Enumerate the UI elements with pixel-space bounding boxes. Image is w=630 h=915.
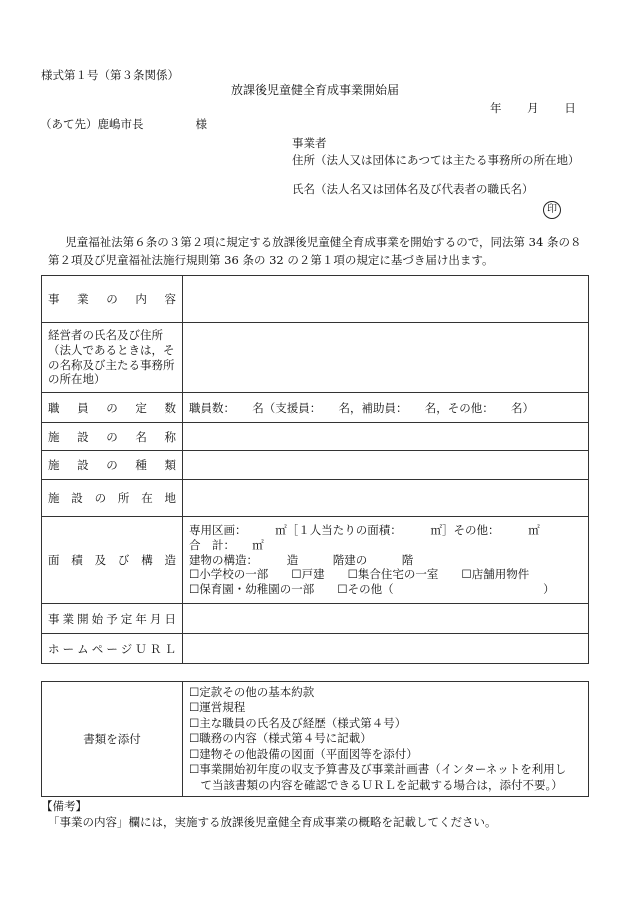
attachment-item[interactable]: ☐運営規程 xyxy=(189,700,246,715)
row-facility-location xyxy=(42,480,589,517)
date-month: 月 xyxy=(527,101,539,115)
label-area: 面積及び構造 xyxy=(42,517,183,604)
area-line: 建物の構造： 造 階建の 階 xyxy=(189,552,414,567)
row-area xyxy=(42,517,589,604)
main-table xyxy=(41,275,589,664)
row-operator xyxy=(42,323,589,393)
area-line: ☐小学校の一部 ☐戸建 ☐集合住宅の一室 ☐店舗用物件 xyxy=(189,567,530,582)
label-content: 事業の内容 xyxy=(42,276,183,323)
business-label: 事業者 xyxy=(292,136,327,150)
attachment-item[interactable]: ☐事業開始初年度の収支予算書及び事業計画書（インターネットを利用し xyxy=(189,762,567,777)
label-staff: 職員の定数 xyxy=(42,393,183,423)
row-staff xyxy=(42,393,589,423)
attachment-item[interactable]: ☐定款その他の基本約款 xyxy=(189,684,315,699)
addressee xyxy=(40,117,207,132)
label-operator xyxy=(42,323,183,393)
value-facility-location[interactable] xyxy=(183,480,589,517)
row-content xyxy=(42,276,589,323)
value-homepage[interactable] xyxy=(183,634,589,664)
row-start-date xyxy=(42,604,589,634)
row-homepage xyxy=(42,634,589,664)
attachment-item[interactable]: ☐職務の内容（様式第４号に記載） xyxy=(189,731,372,746)
attachment-item: て当該書類の内容を確認できるＵＲＬを記載する場合は，添付不要。） xyxy=(189,777,563,792)
value-operator[interactable] xyxy=(183,323,589,393)
notes-text: 「事業の内容」欄には，実施する放課後児童健全育成事業の概略を記載してください。 xyxy=(48,815,497,829)
row-facility-name xyxy=(42,423,589,451)
label-operator-line: 経営者の氏名及び住所 xyxy=(48,327,163,342)
addressee-prefix: （あて先）鹿嶋市長 xyxy=(40,117,144,131)
value-staff[interactable]: 職員数： 名（支援員： 名，補助員： 名，その他： 名） xyxy=(183,393,589,423)
addressee-honorific: 様 xyxy=(195,117,207,131)
seal-mark: 印 xyxy=(543,201,561,219)
attachment-item[interactable]: ☐建物その他設備の図面（平面図等を添付） xyxy=(189,746,418,761)
value-facility-type[interactable] xyxy=(183,451,589,480)
label-operator-line: の所在地） xyxy=(48,372,106,387)
value-content[interactable] xyxy=(183,276,589,323)
value-start-date[interactable] xyxy=(183,604,589,634)
business-name: 氏名（法人名又は団体名及び代表者の職氏名） xyxy=(292,182,534,197)
intro-paragraph: 児童福祉法第６条の３第２項に規定する放課後児童健全育成事業を開始するので，同法第 34 条の８第２項及び児童福祉法施行規則第 36 条の 32 の２第１項の規定に基づき届け出ます。 xyxy=(48,235,582,267)
attachments-list xyxy=(183,682,589,797)
date-day: 日 xyxy=(564,101,576,115)
label-facility-name: 施設の名称 xyxy=(42,423,183,451)
date-line xyxy=(482,101,576,116)
attachment-item[interactable]: ☐主な職員の氏名及び経歴（様式第４号） xyxy=(189,715,407,730)
row-facility-type xyxy=(42,451,589,480)
label-facility-type: 施設の種類 xyxy=(42,451,183,480)
label-homepage: ホームページＵＲＬ xyxy=(42,634,183,664)
value-area[interactable] xyxy=(183,517,589,604)
label-attachments: 書類を添付 xyxy=(42,682,183,797)
area-line: ☐保育園・幼稚園の一部 ☐その他（ ） xyxy=(189,582,555,597)
row-attachments xyxy=(42,682,589,797)
area-line: 合 計： ㎡ xyxy=(189,537,264,552)
label-start-date: 事業開始予定年月日 xyxy=(42,604,183,634)
label-operator-line: （法人であるときは，そ xyxy=(48,342,175,357)
area-line: 専用区画： ㎡［１人当たりの面積： ㎡］その他： ㎡ xyxy=(189,522,540,537)
label-facility-location: 施設の所在地 xyxy=(42,480,183,517)
form-number: 様式第１号（第３条関係） xyxy=(41,68,179,82)
notes-heading: 【備考】 xyxy=(41,799,87,813)
business-address: 住所（法人又は団体にあつては主たる事務所の所在地） xyxy=(292,152,580,167)
business-block xyxy=(292,135,580,198)
date-year: 年 xyxy=(490,101,502,115)
document-title: 放課後児童健全育成事業開始届 xyxy=(230,83,399,97)
label-operator-line: の名称及び主たる事務所 xyxy=(48,357,175,372)
value-facility-name[interactable] xyxy=(183,423,589,451)
attachments-table xyxy=(41,681,589,797)
